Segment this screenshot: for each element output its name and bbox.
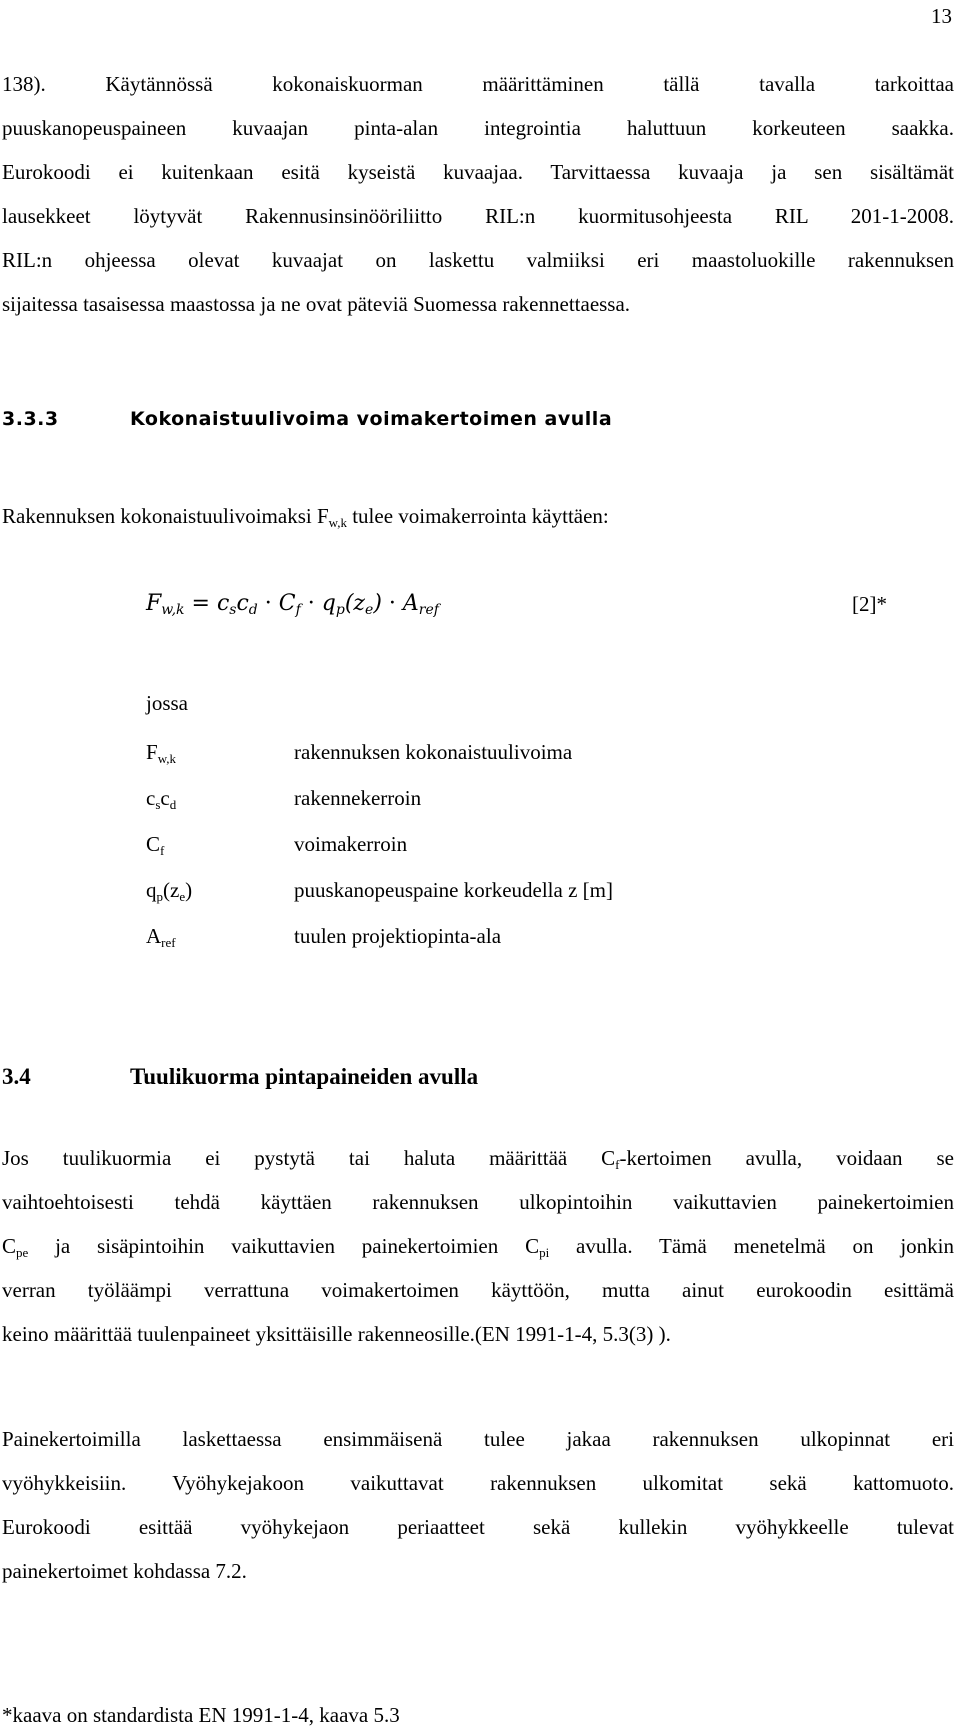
- para1-line-1: Jos tuulikuormia ei pystytä tai haluta määrittää $C_f$-kertoimen avulla, voidaan se: [2, 1146, 954, 1172]
- section-number: 3.3.3: [2, 408, 59, 430]
- equation-reference: [2]*: [852, 592, 887, 616]
- intro-line-5: RIL:n ohjeessa olevat kuvaajat on laskettu valmiiksi eri maastoluokille rakennuksen: [2, 248, 954, 272]
- para2-line-4: painekertoimet kohdassa 7.2.: [2, 1559, 247, 1583]
- desc-aref: tuulen projektiopinta-ala: [294, 924, 502, 948]
- para1-line-3: $C_{pe}$ ja sisäpintoihin vaikuttavien painekertoimien $C_{pi}$ avulla. Tämä menetelmä on jonkin: [2, 1234, 955, 1260]
- page-number: 13: [931, 4, 952, 28]
- intro-line-2: puuskanopeuspaineen kuvaajan pinta-alan integrointia haluttuun korkeuteen saakka.: [2, 116, 954, 140]
- symbol-cscd: $c_sc_d$: [146, 786, 177, 812]
- symbol-aref: $A_{ref}$: [146, 924, 176, 950]
- intro-line-3: Eurokoodi ei kuitenkaan esitä kyseistä kuvaajaa. Tarvittaessa kuvaaja ja sen sisältämät: [2, 160, 954, 184]
- para2-line-1: Painekertoimilla laskettaessa ensimmäisenä tulee jakaa rakennuksen ulkopinnat eri: [2, 1427, 954, 1451]
- wind-force-formula: $F_{w,k} = c_sc_d \cdot C_f \cdot q_p(z_e) \cdot A_{ref}$: [146, 591, 439, 618]
- section-heading-3-3-3: [2, 408, 612, 430]
- para1-line-2: vaihtoehtoisesti tehdä käyttäen rakennuksen ulkopintoihin vaikuttavien painekertoimien: [2, 1190, 954, 1214]
- section-number: 3.4: [2, 1064, 31, 1089]
- symbol-fwk: $F_{w,k}$: [146, 740, 176, 766]
- desc-cscd: rakennekerroin: [294, 786, 422, 810]
- formula-intro: Rakennuksen kokonaistuulivoimaksi $F_{w,k}$ tulee voimakerrointa käyttäen:: [2, 504, 609, 530]
- section-title: Kokonaistuulivoima voimakertoimen avulla: [130, 408, 613, 430]
- desc-cf: voimakerroin: [294, 832, 408, 856]
- para2-line-2: vyöhykkeisiin. Vyöhykejakoon vaikuttavat rakennuksen ulkomitat sekä kattomuoto.: [2, 1471, 954, 1495]
- para2-line-3: Eurokoodi esittää vyöhykejaon periaatteet sekä kullekin vyöhykkeelle tulevat: [2, 1515, 954, 1539]
- desc-qp: puuskanopeuspaine korkeudella z [m]: [294, 878, 613, 902]
- section-title: Tuulikuorma pintapaineiden avulla: [130, 1064, 479, 1089]
- intro-line-1: 138). Käytännössä kokonaiskuorman määrittäminen tällä tavalla tarkoittaa: [2, 72, 954, 96]
- section-heading-3-4: [2, 1064, 478, 1090]
- intro-line-6: sijaitessa tasaisessa maastossa ja ne ovat päteviä Suomessa rakennettaessa.: [2, 292, 631, 316]
- footnote: *kaava on standardista EN 1991-1-4, kaava 5.3: [2, 1703, 400, 1727]
- para1-line-4: verran työläämpi verrattuna voimakertoimen käyttöön, mutta ainut eurokoodin esittämä: [2, 1278, 954, 1302]
- symbol-qp: $q_p(z_e)$: [146, 878, 193, 904]
- where-label: jossa: [146, 691, 188, 715]
- para1-line-5: keino määrittää tuulenpaineet yksittäisille rakenneosille.(EN 1991-1-4, 5.3(3) ).: [2, 1322, 671, 1346]
- intro-line-4: lausekkeet löytyvät Rakennusinsinööriliitto RIL:n kuormitusohjeesta RIL 201-1-2008.: [2, 204, 954, 228]
- desc-fwk: rakennuksen kokonaistuulivoima: [294, 740, 573, 764]
- symbol-cf: $C_f$: [146, 832, 165, 858]
